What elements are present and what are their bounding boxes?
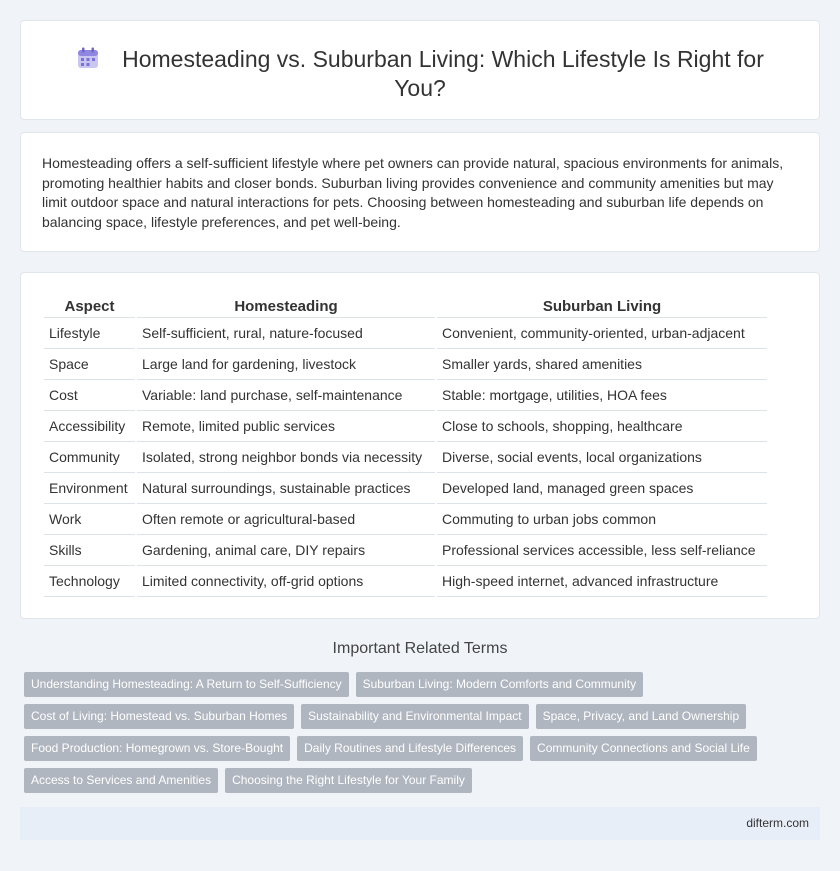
related-term-tag[interactable]: Community Connections and Social Life [530, 736, 757, 761]
table-header-row [44, 295, 767, 318]
related-terms-list [24, 672, 804, 800]
header-suburban: Suburban Living [437, 295, 767, 318]
cell-suburban: High-speed internet, advanced infrastructure [437, 566, 767, 597]
cell-aspect: Space [44, 349, 135, 380]
table-row [44, 535, 767, 566]
cell-aspect: Environment [44, 473, 135, 504]
cell-suburban: Convenient, community-oriented, urban-adjacent [437, 318, 767, 349]
intro-card [20, 132, 820, 252]
tag-row [24, 768, 804, 793]
related-term-tag[interactable]: Cost of Living: Homestead vs. Suburban Homes [24, 704, 294, 729]
cell-homesteading: Large land for gardening, livestock [137, 349, 435, 380]
table-row [44, 380, 767, 411]
comparison-card [20, 272, 820, 619]
header-card [20, 20, 820, 120]
tag-row [24, 736, 804, 761]
cell-aspect: Lifestyle [44, 318, 135, 349]
cell-suburban: Stable: mortgage, utilities, HOA fees [437, 380, 767, 411]
cell-homesteading: Self-sufficient, rural, nature-focused [137, 318, 435, 349]
related-terms-title: Important Related Terms [332, 640, 508, 657]
table-row [44, 411, 767, 442]
cell-suburban: Close to schools, shopping, healthcare [437, 411, 767, 442]
footer-site: difterm.com [746, 816, 809, 830]
cell-suburban: Commuting to urban jobs common [437, 504, 767, 535]
cell-suburban: Smaller yards, shared amenities [437, 349, 767, 380]
table-body [44, 318, 767, 597]
cell-homesteading: Natural surroundings, sustainable practices [137, 473, 435, 504]
cell-homesteading: Isolated, strong neighbor bonds via necessity [137, 442, 435, 473]
table-row [44, 318, 767, 349]
cell-suburban: Developed land, managed green spaces [437, 473, 767, 504]
cell-aspect: Accessibility [44, 411, 135, 442]
cell-aspect: Cost [44, 380, 135, 411]
calendar-icon [76, 46, 100, 70]
related-term-tag[interactable]: Choosing the Right Lifestyle for Your Family [225, 768, 472, 793]
cell-aspect: Skills [44, 535, 135, 566]
table-row [44, 349, 767, 380]
page-title-wrap [61, 45, 779, 103]
table-row [44, 473, 767, 504]
related-term-tag[interactable]: Access to Services and Amenities [24, 768, 218, 793]
related-term-tag[interactable]: Understanding Homesteading: A Return to Self-Sufficiency [24, 672, 349, 697]
table-row [44, 442, 767, 473]
cell-suburban: Professional services accessible, less self-reliance [437, 535, 767, 566]
cell-homesteading: Remote, limited public services [137, 411, 435, 442]
cell-suburban: Diverse, social events, local organizations [437, 442, 767, 473]
header-homesteading: Homesteading [137, 295, 435, 318]
cell-homesteading: Variable: land purchase, self-maintenance [137, 380, 435, 411]
footer [20, 807, 820, 840]
related-term-tag[interactable]: Daily Routines and Lifestyle Differences [297, 736, 523, 761]
cell-homesteading: Limited connectivity, off-grid options [137, 566, 435, 597]
tag-row [24, 704, 804, 729]
comparison-table [42, 295, 769, 597]
cell-homesteading: Often remote or agricultural-based [137, 504, 435, 535]
cell-aspect: Work [44, 504, 135, 535]
page-title: Homesteading vs. Suburban Living: Which Lifestyle Is Right for You? [122, 46, 764, 101]
tag-row [24, 672, 804, 697]
table-row [44, 504, 767, 535]
cell-aspect: Technology [44, 566, 135, 597]
cell-homesteading: Gardening, animal care, DIY repairs [137, 535, 435, 566]
header-aspect: Aspect [44, 295, 135, 318]
related-term-tag[interactable]: Food Production: Homegrown vs. Store-Bought [24, 736, 290, 761]
intro-paragraph: Homesteading offers a self-sufficient lifestyle where pet owners can provide natural, spacious environments for animals, promoting healthier habits and closer bonds. Suburban living provides convenience and community amenities but may limit outdoor space and natural interactions for pets. Choosing between homesteading and suburban life depends on balancing space, lifestyle preferences, and pet well-being. [42, 155, 784, 230]
related-term-tag[interactable]: Suburban Living: Modern Comforts and Community [356, 672, 643, 697]
related-term-tag[interactable]: Sustainability and Environmental Impact [301, 704, 528, 729]
cell-aspect: Community [44, 442, 135, 473]
related-term-tag[interactable]: Space, Privacy, and Land Ownership [536, 704, 747, 729]
table-row [44, 566, 767, 597]
